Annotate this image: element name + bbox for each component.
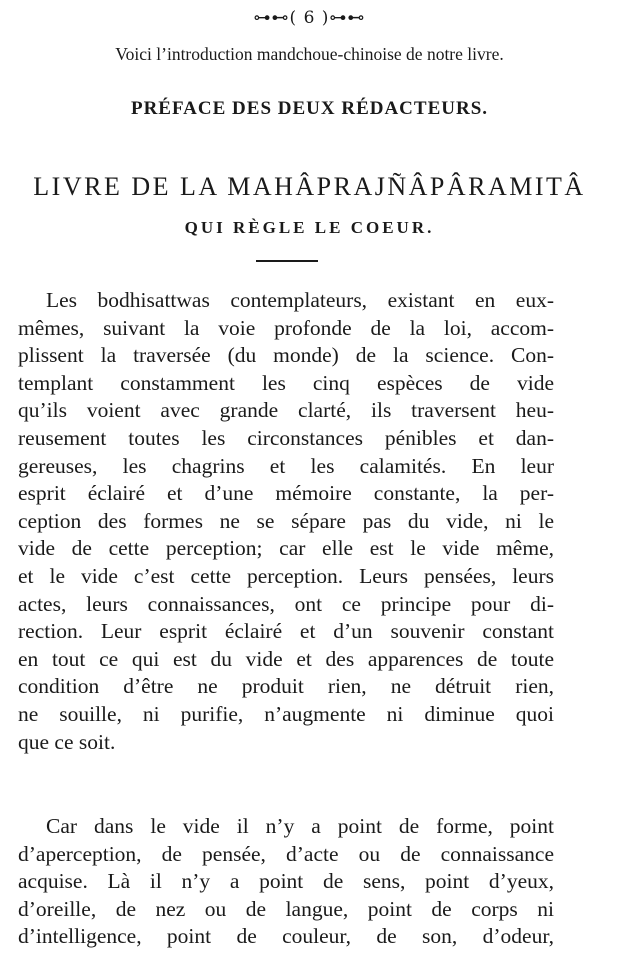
text-line: d’aperception, de pensée, d’acte ou de connaissance — [18, 841, 554, 866]
paragraph-1 — [18, 287, 554, 756]
text-line: acquise. Là il n’y a point de sens, point d’yeux, — [18, 869, 554, 894]
text-line: plissent la traversée (du monde) de la science. Con- — [18, 343, 554, 368]
text-line: esprit éclairé et d’une mémoire constante, la per- — [18, 481, 554, 506]
text-line: qu’ils voient avec grande clarté, ils traversent heu- — [18, 398, 554, 423]
text-line: ception des formes ne se sépare pas du vide, ni le — [18, 508, 554, 533]
paragraph-2 — [18, 813, 554, 951]
divider-rule — [256, 260, 318, 262]
text-line: condition d’être ne produit rien, ne détruit rien, — [18, 674, 554, 699]
book-subtitle: QUI RÈGLE LE COEUR. — [184, 218, 435, 237]
text-line: en tout ce qui est du vide et des apparences de toute — [18, 646, 554, 671]
book-title: LIVRE DE LA MAHÂPRAJÑÂPÂRAMITÂ — [33, 172, 586, 201]
text-line: actes, leurs connaissances, ont ce principe pour di- — [18, 591, 554, 616]
text-line: ne souille, ni purifie, n’augmente ni diminue quoi — [18, 701, 554, 726]
text-line: et le vide c’est cette perception. Leurs pensées, leurs — [18, 563, 554, 588]
text-line: gereuses, les chagrins et les calamités. En leur — [18, 453, 554, 478]
text-line: Les bodhisattwas contemplateurs, existant en eux- — [46, 288, 554, 312]
preface-heading: PRÉFACE DES DEUX RÉDACTEURS. — [130, 98, 489, 119]
text-line: reusement toutes les circonstances pénibles et dan- — [18, 425, 554, 450]
text-line: vide de cette perception; car elle est le vide même, — [18, 536, 554, 561]
text-line: rection. Leur esprit éclairé et d’un souvenir constant — [18, 619, 554, 644]
intro-line: Voici l’introduction mandchoue-chinoise de notre livre. — [115, 44, 504, 64]
text-line: templant constamment les cinq espèces de vide — [18, 370, 554, 395]
text-line: mêmes, suivant la voie profonde de la loi, accom- — [18, 315, 554, 340]
text-line: d’intelligence, point de couleur, de son, d’odeur, — [18, 924, 554, 949]
text-line: d’oreille, de nez ou de langue, point de corps ni — [18, 896, 554, 921]
text-line: que ce soit. — [18, 729, 116, 754]
page-number-header: ⊶⊷( 6 )⊶⊷ — [253, 8, 366, 28]
text-line: Car dans le vide il n’y a point de forme, point — [46, 814, 554, 838]
